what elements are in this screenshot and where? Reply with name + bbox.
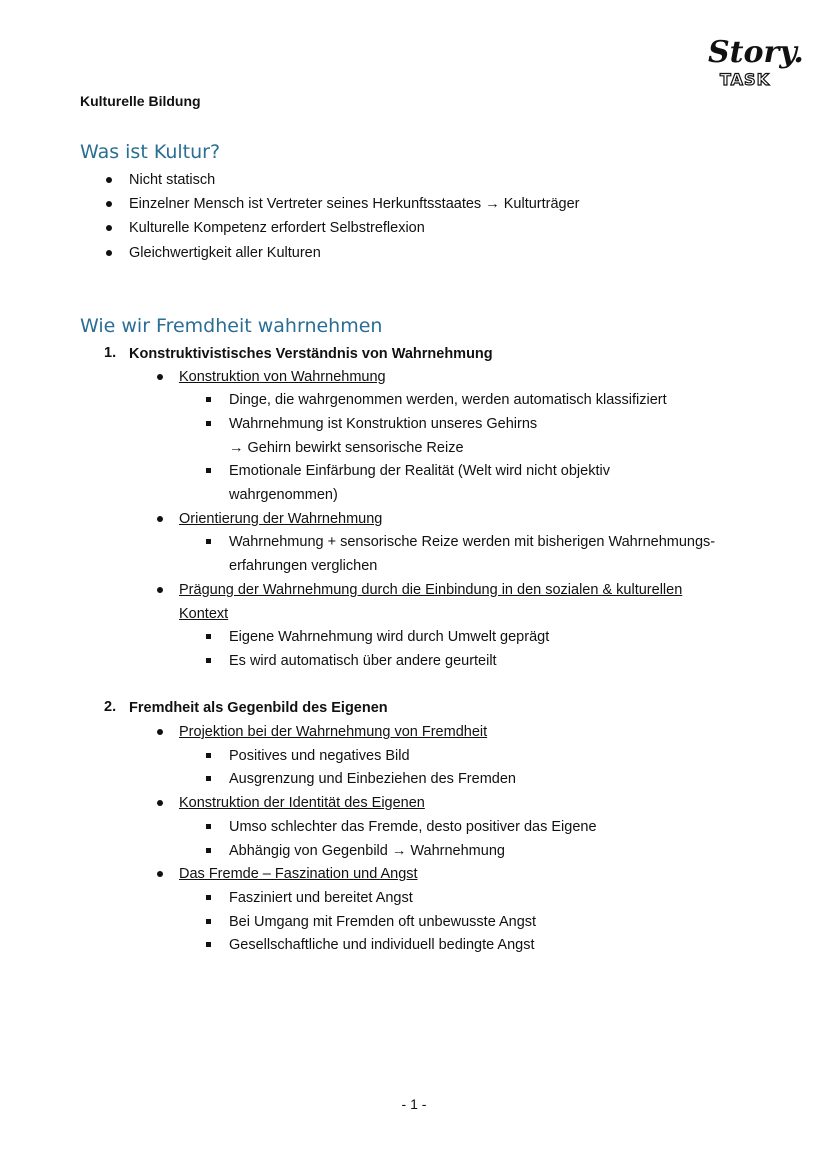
section-heading-fremdheit: Wie wir Fremdheit wahrnehmen: [80, 315, 383, 337]
list-item: Es wird automatisch über andere geurteilt: [229, 653, 497, 669]
topic-label: Prägung der Wahrnehmung durch die Einbindung in den sozialen & kulturellen: [179, 582, 683, 598]
list-number: 2.: [104, 699, 117, 715]
list-item-continuation: → Gehirn bewirkt sensorische Reize: [229, 440, 464, 456]
bullet-dot: [157, 587, 163, 593]
logo-word: Story.: [708, 35, 804, 70]
square-bullet: [206, 848, 211, 853]
square-bullet: [206, 468, 211, 473]
list-item: Eigene Wahrnehmung wird durch Umwelt geprägt: [229, 629, 550, 645]
document-title: Kulturelle Bildung: [80, 93, 201, 109]
list-item-continuation: erfahrungen verglichen: [229, 558, 378, 574]
square-bullet: [206, 753, 211, 758]
list-item: Ausgrenzung und Einbeziehen des Fremden: [229, 771, 516, 787]
square-bullet: [206, 776, 211, 781]
bullet-dot: [106, 250, 112, 256]
section-heading-kultur: Was ist Kultur?: [80, 141, 221, 163]
list-item: Abhängig von Gegenbild → Wahrnehmung: [229, 843, 505, 859]
bullet-dot: [106, 201, 112, 207]
list-item-continuation: wahrgenommen): [229, 487, 338, 503]
topic-label-continuation: Kontext: [179, 606, 229, 622]
logo-sub: TASK: [720, 70, 770, 89]
list-item: Gesellschaftliche und individuell bedingte Angst: [229, 937, 535, 953]
subsection-heading: Fremdheit als Gegenbild des Eigenen: [129, 700, 388, 716]
list-item: Fasziniert und bereitet Angst: [229, 890, 413, 906]
square-bullet: [206, 539, 211, 544]
list-item: Bei Umgang mit Fremden oft unbewusste Angst: [229, 914, 537, 930]
subsection-heading: Konstruktivistisches Verständnis von Wahrnehmung: [129, 346, 493, 362]
square-bullet: [206, 397, 211, 402]
bullet-dot: [106, 225, 112, 231]
bullet-dot: [157, 800, 163, 806]
bullet-dot: [157, 516, 163, 522]
square-bullet: [206, 919, 211, 924]
bullet-dot: [157, 871, 163, 877]
square-bullet: [206, 658, 211, 663]
list-item: Dinge, die wahrgenommen werden, werden automatisch klassifiziert: [229, 392, 667, 408]
topic-label: Konstruktion der Identität des Eigenen: [179, 795, 425, 811]
square-bullet: [206, 942, 211, 947]
bullet-dot: [157, 374, 163, 380]
square-bullet: [206, 634, 211, 639]
bullet-dot: [106, 177, 112, 183]
list-item: Umso schlechter das Fremde, desto positiver das Eigene: [229, 819, 597, 835]
topic-label: Orientierung der Wahrnehmung: [179, 511, 383, 527]
list-item: Einzelner Mensch ist Vertreter seines Herkunftsstaates → Kulturträger: [129, 196, 580, 212]
topic-label: Das Fremde – Faszination und Angst: [179, 866, 418, 882]
list-item: Emotionale Einfärbung der Realität (Welt wird nicht objektiv: [229, 463, 610, 479]
list-item: Gleichwertigkeit aller Kulturen: [129, 245, 321, 261]
list-number: 1.: [104, 345, 117, 361]
topic-label: Projektion bei der Wahrnehmung von Fremdheit: [179, 724, 488, 740]
page-number: - 1 -: [401, 1096, 427, 1112]
square-bullet: [206, 895, 211, 900]
square-bullet: [206, 824, 211, 829]
list-item: Kulturelle Kompetenz erfordert Selbstreflexion: [129, 220, 425, 236]
story-task-logo: [706, 30, 804, 92]
list-item: Positives und negatives Bild: [229, 748, 410, 764]
list-item: Wahrnehmung ist Konstruktion unseres Gehirns: [229, 416, 538, 432]
square-bullet: [206, 421, 211, 426]
bullet-dot: [157, 729, 163, 735]
topic-label: Konstruktion von Wahrnehmung: [179, 369, 386, 385]
list-item: Nicht statisch: [129, 172, 216, 188]
list-item: Wahrnehmung + sensorische Reize werden mit bisherigen Wahrnehmungs-: [229, 534, 716, 550]
